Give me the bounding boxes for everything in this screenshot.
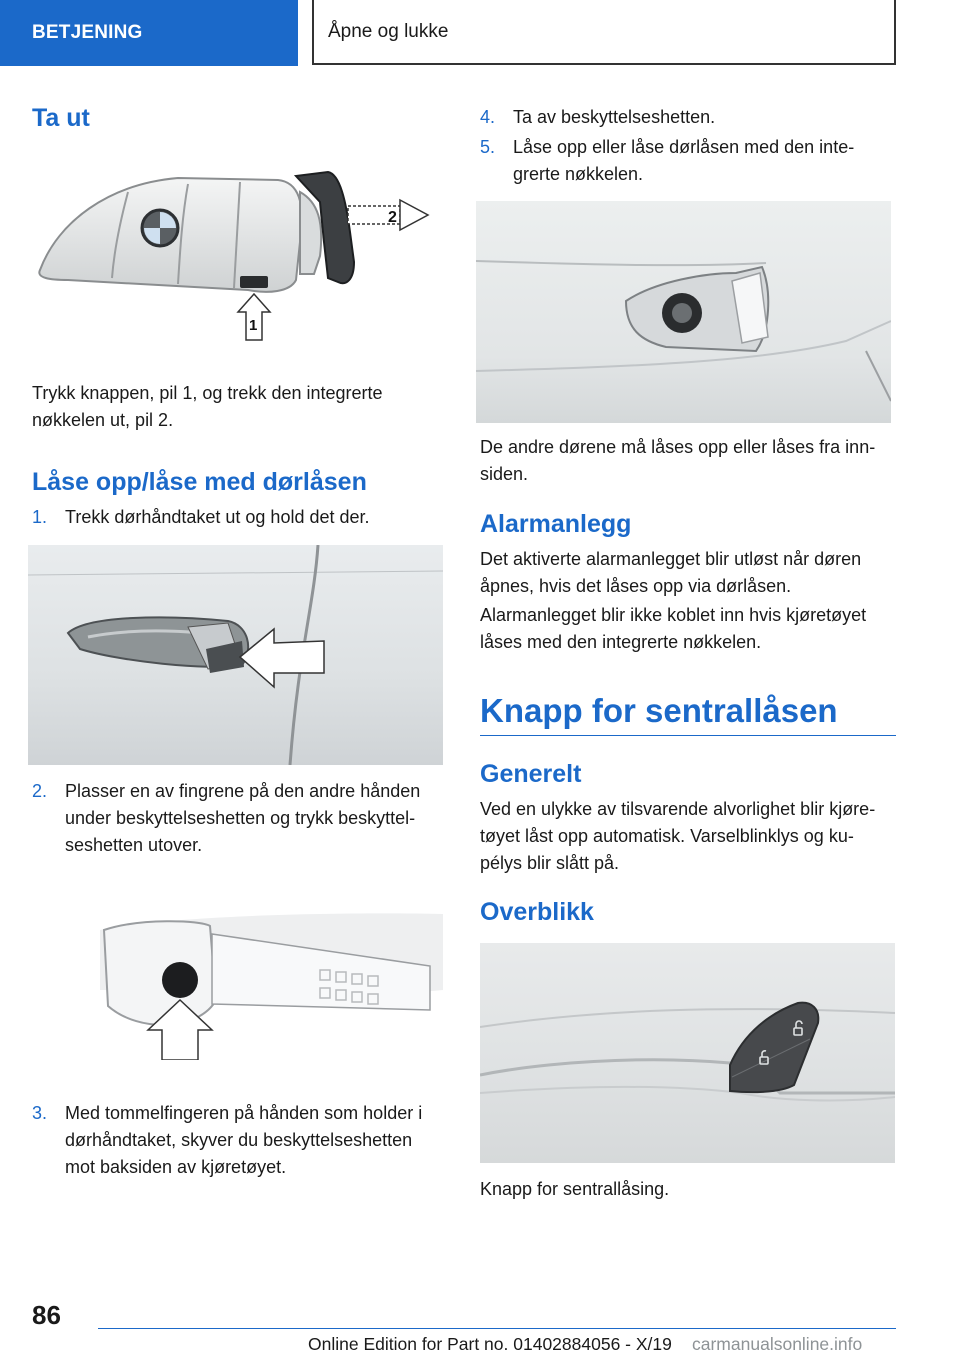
central-lock-figure [480,943,895,1163]
step-text: grerte nøkkelen. [513,164,644,184]
step-text: Med tommelfingeren på hånden som holder i [65,1103,423,1123]
step-text: Låse opp eller låse dørlåsen med den inte- [513,137,855,157]
ta-ut-line-2: nøkkelen ut, pil 2. [32,410,174,430]
step-text: mot baksiden av kjøretøyet. [65,1157,287,1177]
heading-lase: Låse opp/låse med dørlåsen [32,468,367,496]
text-line: låses med den integrerte nøkkelen. [480,632,762,652]
heading-generelt: Generelt [480,760,582,788]
footer-edition: Online Edition for Part no. 01402884056 - X/19 [308,1334,672,1354]
step-2 [32,778,452,862]
page-number: 86 [32,1300,61,1330]
alarm-p1 [480,546,900,600]
ta-ut-body [32,380,447,434]
step-text: under beskyttelseshetten og trykk beskyttel- [65,808,416,828]
text-line: siden. [480,464,529,484]
heading-knapp: Knapp for sentrallåsen [480,692,838,729]
step-number: 5. [480,137,496,157]
step-1 [32,504,447,534]
step-text: dørhåndtaket, skyver du beskyttelseshetten [65,1130,413,1150]
protective-cap-figure [100,910,443,1060]
step-number: 1. [32,507,48,527]
text-line: pélys blir slått på. [480,853,620,873]
step-text: seshetten utover. [65,835,203,855]
step-5 [480,134,900,190]
arrow-1-label: 1 [249,317,258,334]
text-line: Det aktiverte alarmanlegget blir utløst når døren [480,549,862,569]
step-3 [32,1100,452,1184]
step-number: 2. [32,781,48,801]
chapter-tab [312,0,896,65]
heading-ta-ut: Ta ut [32,104,90,132]
section-label: BETJENING [32,22,143,43]
generelt-text [480,796,900,877]
heading-alarm: Alarmanlegg [480,510,632,538]
step-number: 4. [480,107,496,127]
footer-rule [98,1328,896,1329]
heading-overblikk: Overblikk [480,898,594,926]
step-4 [480,104,900,134]
alarm-p2 [480,602,900,656]
step-text: Ta av beskyttelseshetten. [513,107,716,127]
heading-rule [480,735,896,736]
text-line: åpnes, hvis det låses opp via dørlåsen. [480,576,792,596]
step-number: 3. [32,1103,48,1123]
footer-watermark: carmanualsonline.info [692,1334,863,1354]
text-line: Alarmanlegget blir ikke koblet inn hvis kjøretøyet [480,605,867,625]
step-text: Trekk dørhåndtaket ut og hold det der. [65,507,370,527]
other-doors-text [480,434,900,488]
arrow-2-label: 2 [388,209,397,226]
section-tab [0,0,298,66]
chapter-label: Åpne og lukke [328,20,449,42]
key-figure [28,162,443,352]
ta-ut-line-1: Trykk knappen, pil 1, og trekk den integrerte [32,383,383,403]
text-line: Ved en ulykke av tilsvarende alvorlighet blir kjøre- [480,799,876,819]
text-line: De andre dørene må låses opp eller låses fra inn- [480,437,876,457]
door-handle-figure [28,545,443,765]
lock-cylinder-figure [476,201,891,423]
central-lock-caption: Knapp for sentrallåsing. [480,1179,670,1199]
text-line: tøyet låst opp automatisk. Varselblinklys og ku- [480,826,854,846]
step-text: Plasser en av fingrene på den andre hånden [65,781,421,801]
